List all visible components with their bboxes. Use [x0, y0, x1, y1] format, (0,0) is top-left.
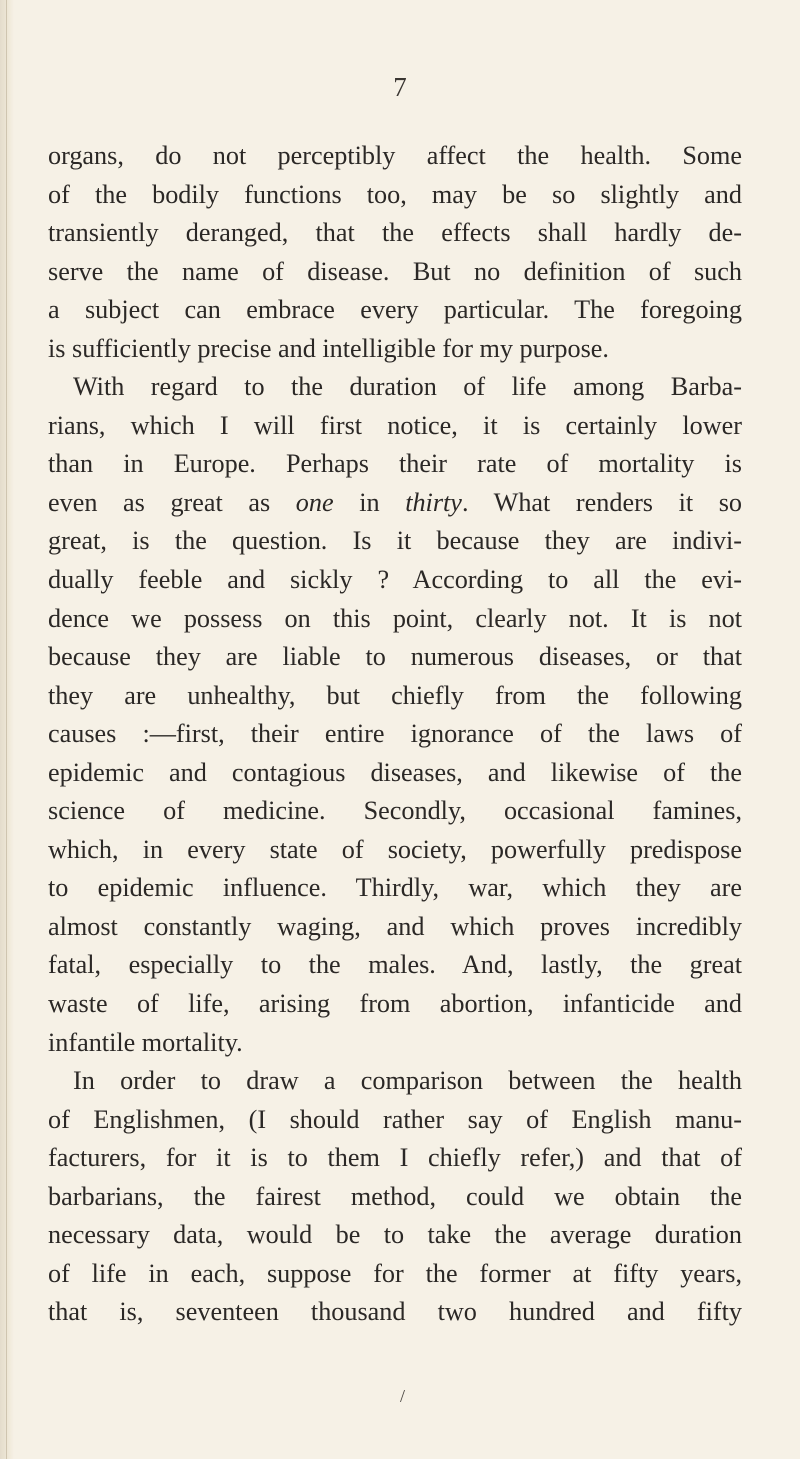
italic-word-one: one [295, 487, 334, 517]
text-line: rians, which I will first notice, it is certainly lower [48, 410, 742, 440]
page-number: 7 [393, 72, 407, 102]
italic-word-thirty: thirty [405, 487, 462, 517]
bottom-mark: / [400, 1386, 406, 1406]
text-line: infantile mortality. [48, 1027, 243, 1057]
text-line: transiently deranged, that the effects shall hardly de- [48, 218, 742, 248]
paragraph-start-line: With regard to the duration of life among Barba- [73, 372, 742, 402]
text-line: dence we possess on this point, clearly not. It is not [48, 603, 742, 633]
text-line: a subject can embrace every particular. The foregoing [48, 295, 742, 325]
text-line: great, is the question. Is it because they are indivi- [48, 526, 742, 556]
paragraph-start-line: In order to draw a comparison between the health [73, 1066, 742, 1096]
text-line: facturers, for it is to them I chiefly refer,) and that of [48, 1143, 742, 1173]
text-line: of life in each, suppose for the former at fifty years, [48, 1258, 742, 1288]
text-line: dually feeble and sickly ? According to all the evi- [48, 565, 742, 595]
text-line: is sufficiently precise and intelligible for my purpose. [48, 333, 609, 363]
text-line: serve the name of disease. But no definition of such [48, 256, 742, 286]
text-line: epidemic and contagious diseases, and likewise of the [48, 757, 742, 787]
text-line: waste of life, arising from abortion, infanticide and [48, 989, 742, 1019]
page-gutter-shadow [0, 0, 14, 1459]
page-gutter-line [6, 0, 7, 1459]
text-line: of the bodily functions too, may be so slightly and [48, 179, 742, 209]
text-line: fatal, especially to the males. And, lastly, the great [48, 950, 742, 980]
text-line: they are unhealthy, but chiefly from the following [48, 680, 742, 710]
text-line: barbarians, the fairest method, could we obtain the [48, 1181, 742, 1211]
text-line: which, in every state of society, powerfully predispose [48, 834, 742, 864]
text-line: almost constantly waging, and which proves incredibly [48, 911, 742, 941]
text-line: than in Europe. Perhaps their rate of mortality is [48, 449, 742, 479]
text-run: . What renders it so [461, 487, 743, 517]
text-line: science of medicine. Secondly, occasional famines, [48, 796, 742, 826]
body-text [48, 137, 742, 1332]
text-line: causes :—first, their entire ignorance of the laws of [48, 719, 742, 749]
text-line: of Englishmen, (I should rather say of English manu- [48, 1104, 742, 1134]
text-line: necessary data, would be to take the average duration [48, 1220, 742, 1250]
text-line: to epidemic influence. Thirdly, war, which they are [48, 873, 742, 903]
text-line-with-italics [48, 484, 742, 523]
text-run: in [333, 487, 406, 517]
text-run: even as great as [48, 487, 296, 517]
text-line: because they are liable to numerous diseases, or that [48, 642, 742, 672]
text-line: that is, seventeen thousand two hundred and fifty [48, 1297, 742, 1327]
text-line: organs, do not perceptibly affect the health. Some [48, 141, 742, 170]
